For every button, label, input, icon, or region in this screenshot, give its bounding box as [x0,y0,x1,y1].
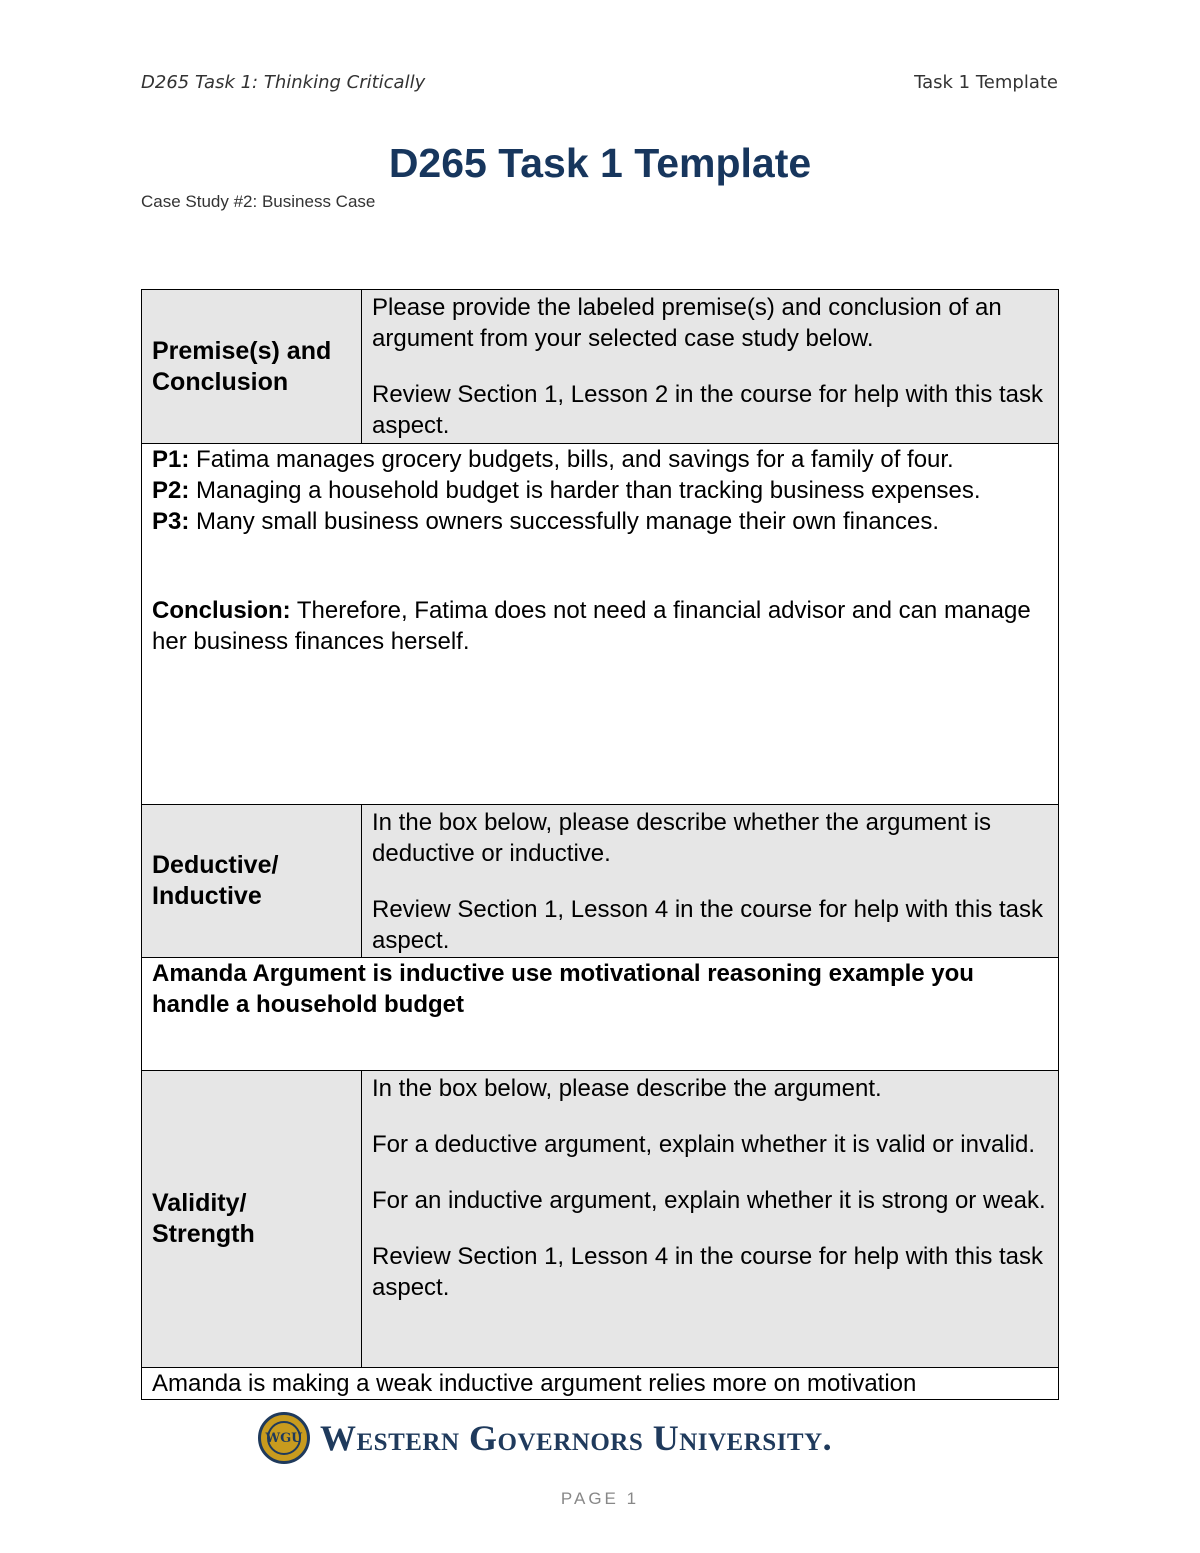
deductive-label: Deductive/ Inductive [142,805,362,958]
instruction-text: In the box below, please describe whether the argument is deductive or inductive. [372,809,992,867]
premise-header-row [142,290,1059,444]
instruction-text: For an inductive argument, explain whether it is strong or weak. [372,1187,1046,1214]
instruction-text: For a deductive argument, explain whether it is valid or invalid. [372,1131,1035,1158]
premise-answer-row [142,444,1059,805]
seal-monogram: WGU [267,1421,301,1455]
instruction-text: Review Section 1, Lesson 4 in the course for help with this task aspect. [372,896,1044,954]
validity-answer: Amanda is making a weak inductive argument relies more on motivation [142,1368,1059,1400]
page-number: PAGE 1 [560,1489,640,1508]
premise-label: Premise(s) and Conclusion [142,290,362,444]
validity-answer-row [142,1368,1059,1400]
instruction-text: Review Section 1, Lesson 4 in the course for help with this task aspect. [372,1243,1044,1301]
running-header-right: Task 1 Template [914,72,1058,93]
premise-instructions [362,290,1059,444]
page-title: D265 Task 1 Template [388,140,812,186]
instruction-text: In the box below, please describe the argument. [372,1075,882,1102]
premise-3: P3: Many small business owners successfully manage their own finances. [152,508,940,535]
validity-header-row [142,1071,1059,1368]
deductive-answer-row [142,958,1059,1071]
wgu-wordmark: Western Governors University. [320,1418,833,1458]
premise-answer-cell [142,444,1059,805]
premise-2: P2: Managing a household budget is harder than tracking business expenses. [152,477,981,504]
premise-1: P1: Fatima manages grocery budgets, bills, and savings for a family of four. [152,446,954,473]
running-header-left: D265 Task 1: Thinking Critically [141,72,426,93]
validity-label: Validity/ Strength [142,1071,362,1368]
conclusion: Conclusion: Therefore, Fatima does not need a financial advisor and can manage her business finances herself. [152,597,1031,655]
instruction-text: Please provide the labeled premise(s) and conclusion of an argument from your selected case study below. [372,294,1002,352]
case-study-subtitle: Case Study #2: Business Case [141,192,376,211]
task-template-table [141,289,1059,1400]
wgu-seal-icon [258,1412,310,1464]
wgu-logo [258,1412,832,1464]
deductive-answer: Amanda Argument is inductive use motivational reasoning example you handle a household budget [142,958,1059,1071]
instruction-text: Review Section 1, Lesson 2 in the course for help with this task aspect. [372,381,1044,439]
deductive-header-row [142,805,1059,958]
deductive-instructions [362,805,1059,958]
validity-instructions [362,1071,1059,1368]
